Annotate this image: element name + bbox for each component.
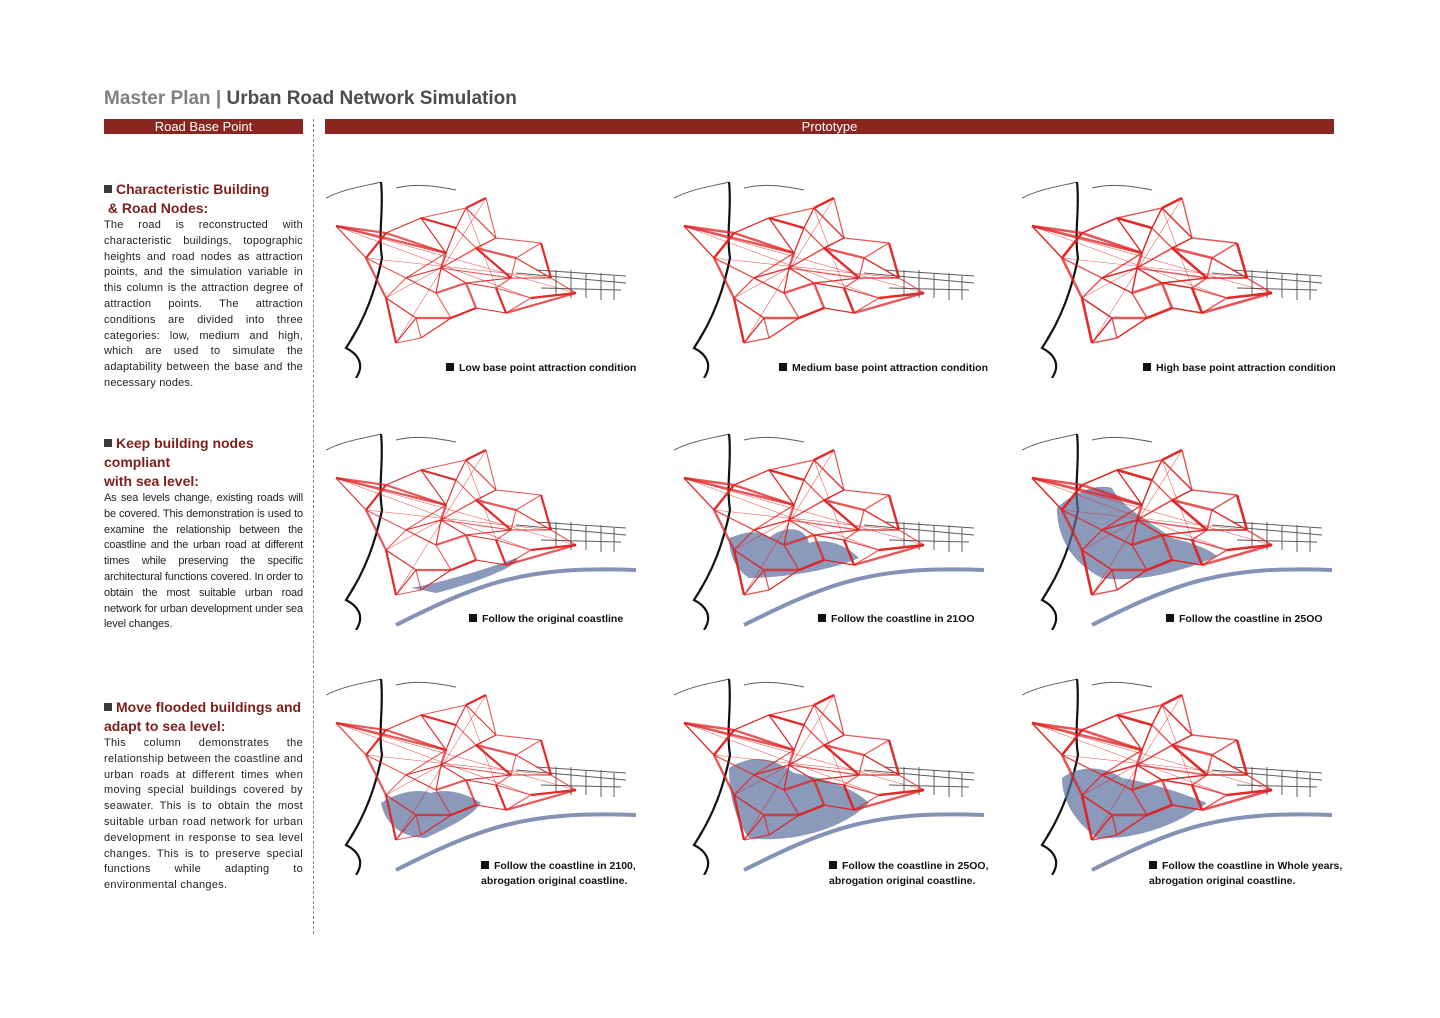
road-ray (366, 258, 551, 278)
road-ray (336, 226, 531, 298)
road-segment (1162, 283, 1172, 308)
road-segment (476, 560, 506, 565)
road-segment (864, 740, 889, 755)
road-segment (416, 318, 421, 338)
road-segment (466, 535, 476, 560)
road-segment (1192, 238, 1237, 243)
road-segment (476, 805, 506, 810)
road-segment (451, 308, 476, 318)
caption-original-coastline: Follow the original coastline (469, 612, 623, 627)
road-segment (769, 318, 799, 338)
road-segment (1152, 228, 1172, 248)
road-segment (1147, 308, 1172, 318)
road-segment (506, 795, 531, 810)
road-segment (754, 268, 789, 278)
road-segment (466, 283, 476, 308)
section-keep-building-nodes (104, 434, 303, 633)
road-segment (1212, 740, 1237, 755)
road-segment (516, 495, 541, 510)
road-segment (1082, 715, 1117, 730)
road-segment (466, 780, 496, 785)
road-segment (496, 540, 531, 550)
section-body: This column demonstrates the relationship between the coastline and urban roads at different times when moving special buildings covered by seawater. This is to obtain the most suitable urban road network for urban development in response to sea level changes. This is to preserve special functions while adapting to environmental changes. (104, 737, 303, 892)
caption-move-2500: Follow the coastline in 25OO, abrogation original coastline. (829, 860, 989, 887)
bullet-square-icon (104, 439, 112, 447)
caption-coastline-2500: Follow the coastline in 25OO (1166, 612, 1323, 627)
title-main: Urban Road Network Simulation (226, 88, 517, 109)
section-heading: Characteristic Building & Road Nodes: (104, 180, 303, 218)
road-segment (844, 735, 889, 740)
road-base-point-bar: Road Base Point (104, 119, 303, 134)
road-segment (421, 460, 466, 470)
road-ray (684, 226, 879, 298)
road-segment (899, 278, 924, 293)
road-segment (386, 218, 421, 233)
road-segment (1162, 283, 1192, 288)
road-ray (386, 238, 496, 298)
road-segment (1247, 775, 1272, 790)
road-segment (804, 480, 824, 500)
caption-move-2100: Follow the coastline in 2100, abrogation original coastline. (481, 860, 636, 887)
road-segment (496, 735, 541, 740)
road-segment (1152, 725, 1172, 745)
road-segment (1152, 705, 1162, 725)
road-segment (436, 780, 466, 790)
road-segment (456, 725, 476, 745)
road-segment (769, 470, 804, 480)
road-network-map (326, 675, 646, 875)
road-segment (1117, 705, 1162, 715)
road-network-map (674, 430, 994, 630)
road-segment (496, 238, 541, 243)
road-segment (1082, 298, 1092, 343)
road-segment (386, 530, 406, 550)
road-segment (1172, 308, 1202, 313)
road-segment (864, 243, 889, 258)
road-segment (1162, 780, 1192, 785)
road-ray (386, 490, 496, 550)
road-segment (436, 283, 466, 293)
road-ray (386, 735, 496, 795)
caption-move-whole-years: Follow the coastline in Whole years, abrogation original coastline. (1149, 860, 1343, 887)
road-ray (366, 755, 551, 775)
road-segment (844, 490, 889, 495)
road-segment (466, 535, 496, 540)
bullet-square-icon (104, 185, 112, 193)
road-segment (466, 283, 496, 288)
road-segment (734, 470, 769, 485)
road-segment (1192, 735, 1237, 740)
road-ray (396, 198, 486, 343)
road-network-map (1022, 675, 1342, 875)
road-segment (551, 775, 576, 790)
bullet-square-icon (104, 703, 112, 711)
road-ray (714, 258, 899, 278)
road-segment (421, 208, 466, 218)
section-move-flooded-buildings (104, 698, 303, 894)
road-segment (386, 715, 421, 730)
road-segment (804, 460, 814, 480)
road-segment (456, 228, 476, 248)
road-segment (1192, 490, 1237, 495)
road-segment (421, 705, 466, 715)
title-prefix: Master Plan | (104, 88, 222, 109)
road-segment (486, 450, 496, 490)
road-segment (551, 278, 576, 293)
caption-low-attraction: Low base point attraction condition (446, 361, 636, 376)
flood-area (1057, 487, 1217, 580)
road-segment (1102, 268, 1137, 278)
road-segment (824, 308, 854, 313)
road-segment (804, 725, 824, 745)
road-segment (864, 495, 889, 510)
road-segment (386, 775, 406, 795)
road-segment (1247, 530, 1272, 545)
road-ray (1032, 226, 1227, 298)
flood-area (411, 558, 517, 593)
road-segment (496, 785, 531, 795)
road-segment (1212, 495, 1237, 510)
road-segment (784, 293, 799, 318)
road-segment (486, 198, 496, 238)
road-segment (366, 510, 386, 550)
prototype-bar: Prototype (325, 119, 1334, 134)
road-segment (734, 278, 754, 298)
road-segment (1082, 470, 1117, 485)
road-segment (1062, 258, 1082, 298)
road-segment (714, 258, 734, 298)
road-segment (436, 293, 451, 318)
road-segment (1117, 460, 1162, 470)
road-segment (834, 450, 844, 490)
road-segment (456, 705, 466, 725)
road-segment (769, 715, 804, 725)
road-segment (406, 765, 441, 775)
road-segment (1152, 208, 1162, 228)
road-segment (814, 283, 844, 288)
road-segment (421, 470, 456, 480)
road-segment (1132, 283, 1162, 293)
road-segment (1247, 278, 1272, 293)
road-segment (1102, 765, 1137, 775)
section-characteristic-building (104, 180, 303, 392)
section-body: As sea levels change, existing roads will be covered. This demonstration is used to examine the relationship between the coastline and the urban road at different times while preserving the specific architectural functions covered. In order to obtain the most suitable urban road network for urban development under sea level changes. (104, 492, 303, 631)
section-body: The road is reconstructed with characteristic buildings, topographic heights and road nodes as attraction points, and the simulation variable in this column is the attraction degree of attraction points. The attraction conditions are divided into three categories: low, medium and high, which are used to simulate the adaptability between the base and the necessary nodes. (104, 219, 303, 389)
road-segment (486, 695, 496, 735)
road-segment (476, 308, 506, 313)
road-segment (799, 308, 824, 318)
road-segment (834, 695, 844, 735)
road-segment (551, 530, 576, 545)
road-segment (366, 258, 386, 298)
road-segment (769, 460, 814, 470)
dashed-divider (313, 119, 314, 934)
road-segment (1082, 278, 1102, 298)
road-segment (506, 298, 531, 313)
road-segment (456, 208, 466, 228)
caption-coastline-2100: Follow the coastline in 21OO (818, 612, 975, 627)
road-segment (456, 480, 476, 500)
road-segment (1152, 480, 1172, 500)
road-segment (506, 550, 531, 565)
road-segment (386, 298, 396, 343)
caption-high-attraction: High base point attraction condition (1143, 361, 1336, 376)
road-ray (336, 478, 531, 550)
road-segment (1082, 218, 1117, 233)
road-segment (516, 740, 541, 755)
road-segment (899, 775, 924, 790)
road-segment (386, 278, 406, 298)
caption-medium-attraction: Medium base point attraction condition (779, 361, 988, 376)
road-network-map (674, 178, 994, 378)
road-segment (1132, 293, 1147, 318)
road-segment (516, 243, 541, 258)
road-segment (1212, 243, 1237, 258)
section-heading: Move flooded buildings and adapt to sea level: (104, 699, 302, 734)
road-segment (804, 705, 814, 725)
road-segment (366, 755, 386, 795)
road-network-map (326, 178, 646, 378)
road-ray (744, 198, 834, 343)
road-segment (1112, 318, 1117, 338)
road-segment (844, 540, 879, 550)
road-segment (456, 460, 466, 480)
road-segment (769, 218, 804, 228)
road-segment (421, 715, 456, 725)
road-network-map (674, 675, 994, 875)
road-segment (1192, 288, 1227, 298)
road-segment (1192, 785, 1227, 795)
road-segment (436, 535, 466, 545)
road-segment (769, 705, 814, 715)
road-ray (1092, 198, 1182, 343)
road-segment (714, 510, 734, 550)
road-network-map (1022, 178, 1342, 378)
road-ray (714, 510, 899, 530)
road-segment (844, 288, 879, 298)
road-segment (734, 218, 769, 233)
road-segment (814, 535, 844, 540)
road-segment (804, 228, 824, 248)
road-segment (814, 283, 824, 308)
road-segment (764, 318, 769, 338)
road-segment (769, 208, 814, 218)
road-segment (386, 550, 396, 595)
section-heading: Keep building nodes compliant with sea level: (104, 435, 254, 489)
road-segment (1117, 208, 1162, 218)
road-segment (386, 470, 421, 485)
road-segment (496, 490, 541, 495)
road-segment (406, 520, 441, 530)
road-segment (406, 268, 441, 278)
road-ray (336, 723, 531, 795)
road-segment (451, 560, 476, 570)
road-segment (784, 283, 814, 293)
road-ray (1062, 258, 1247, 278)
road-segment (734, 715, 769, 730)
road-segment (421, 218, 456, 228)
road-ray (366, 510, 551, 530)
road-segment (899, 530, 924, 545)
road-segment (436, 545, 451, 570)
road-segment (734, 298, 744, 343)
road-network-map (326, 430, 646, 630)
road-segment (421, 318, 451, 338)
page-title (104, 88, 517, 110)
road-network-map (1022, 430, 1342, 630)
road-segment (496, 288, 531, 298)
road-segment (834, 198, 844, 238)
road-segment (804, 208, 814, 228)
road-segment (1152, 460, 1162, 480)
road-segment (754, 520, 789, 530)
road-segment (844, 238, 889, 243)
road-segment (1117, 318, 1147, 338)
